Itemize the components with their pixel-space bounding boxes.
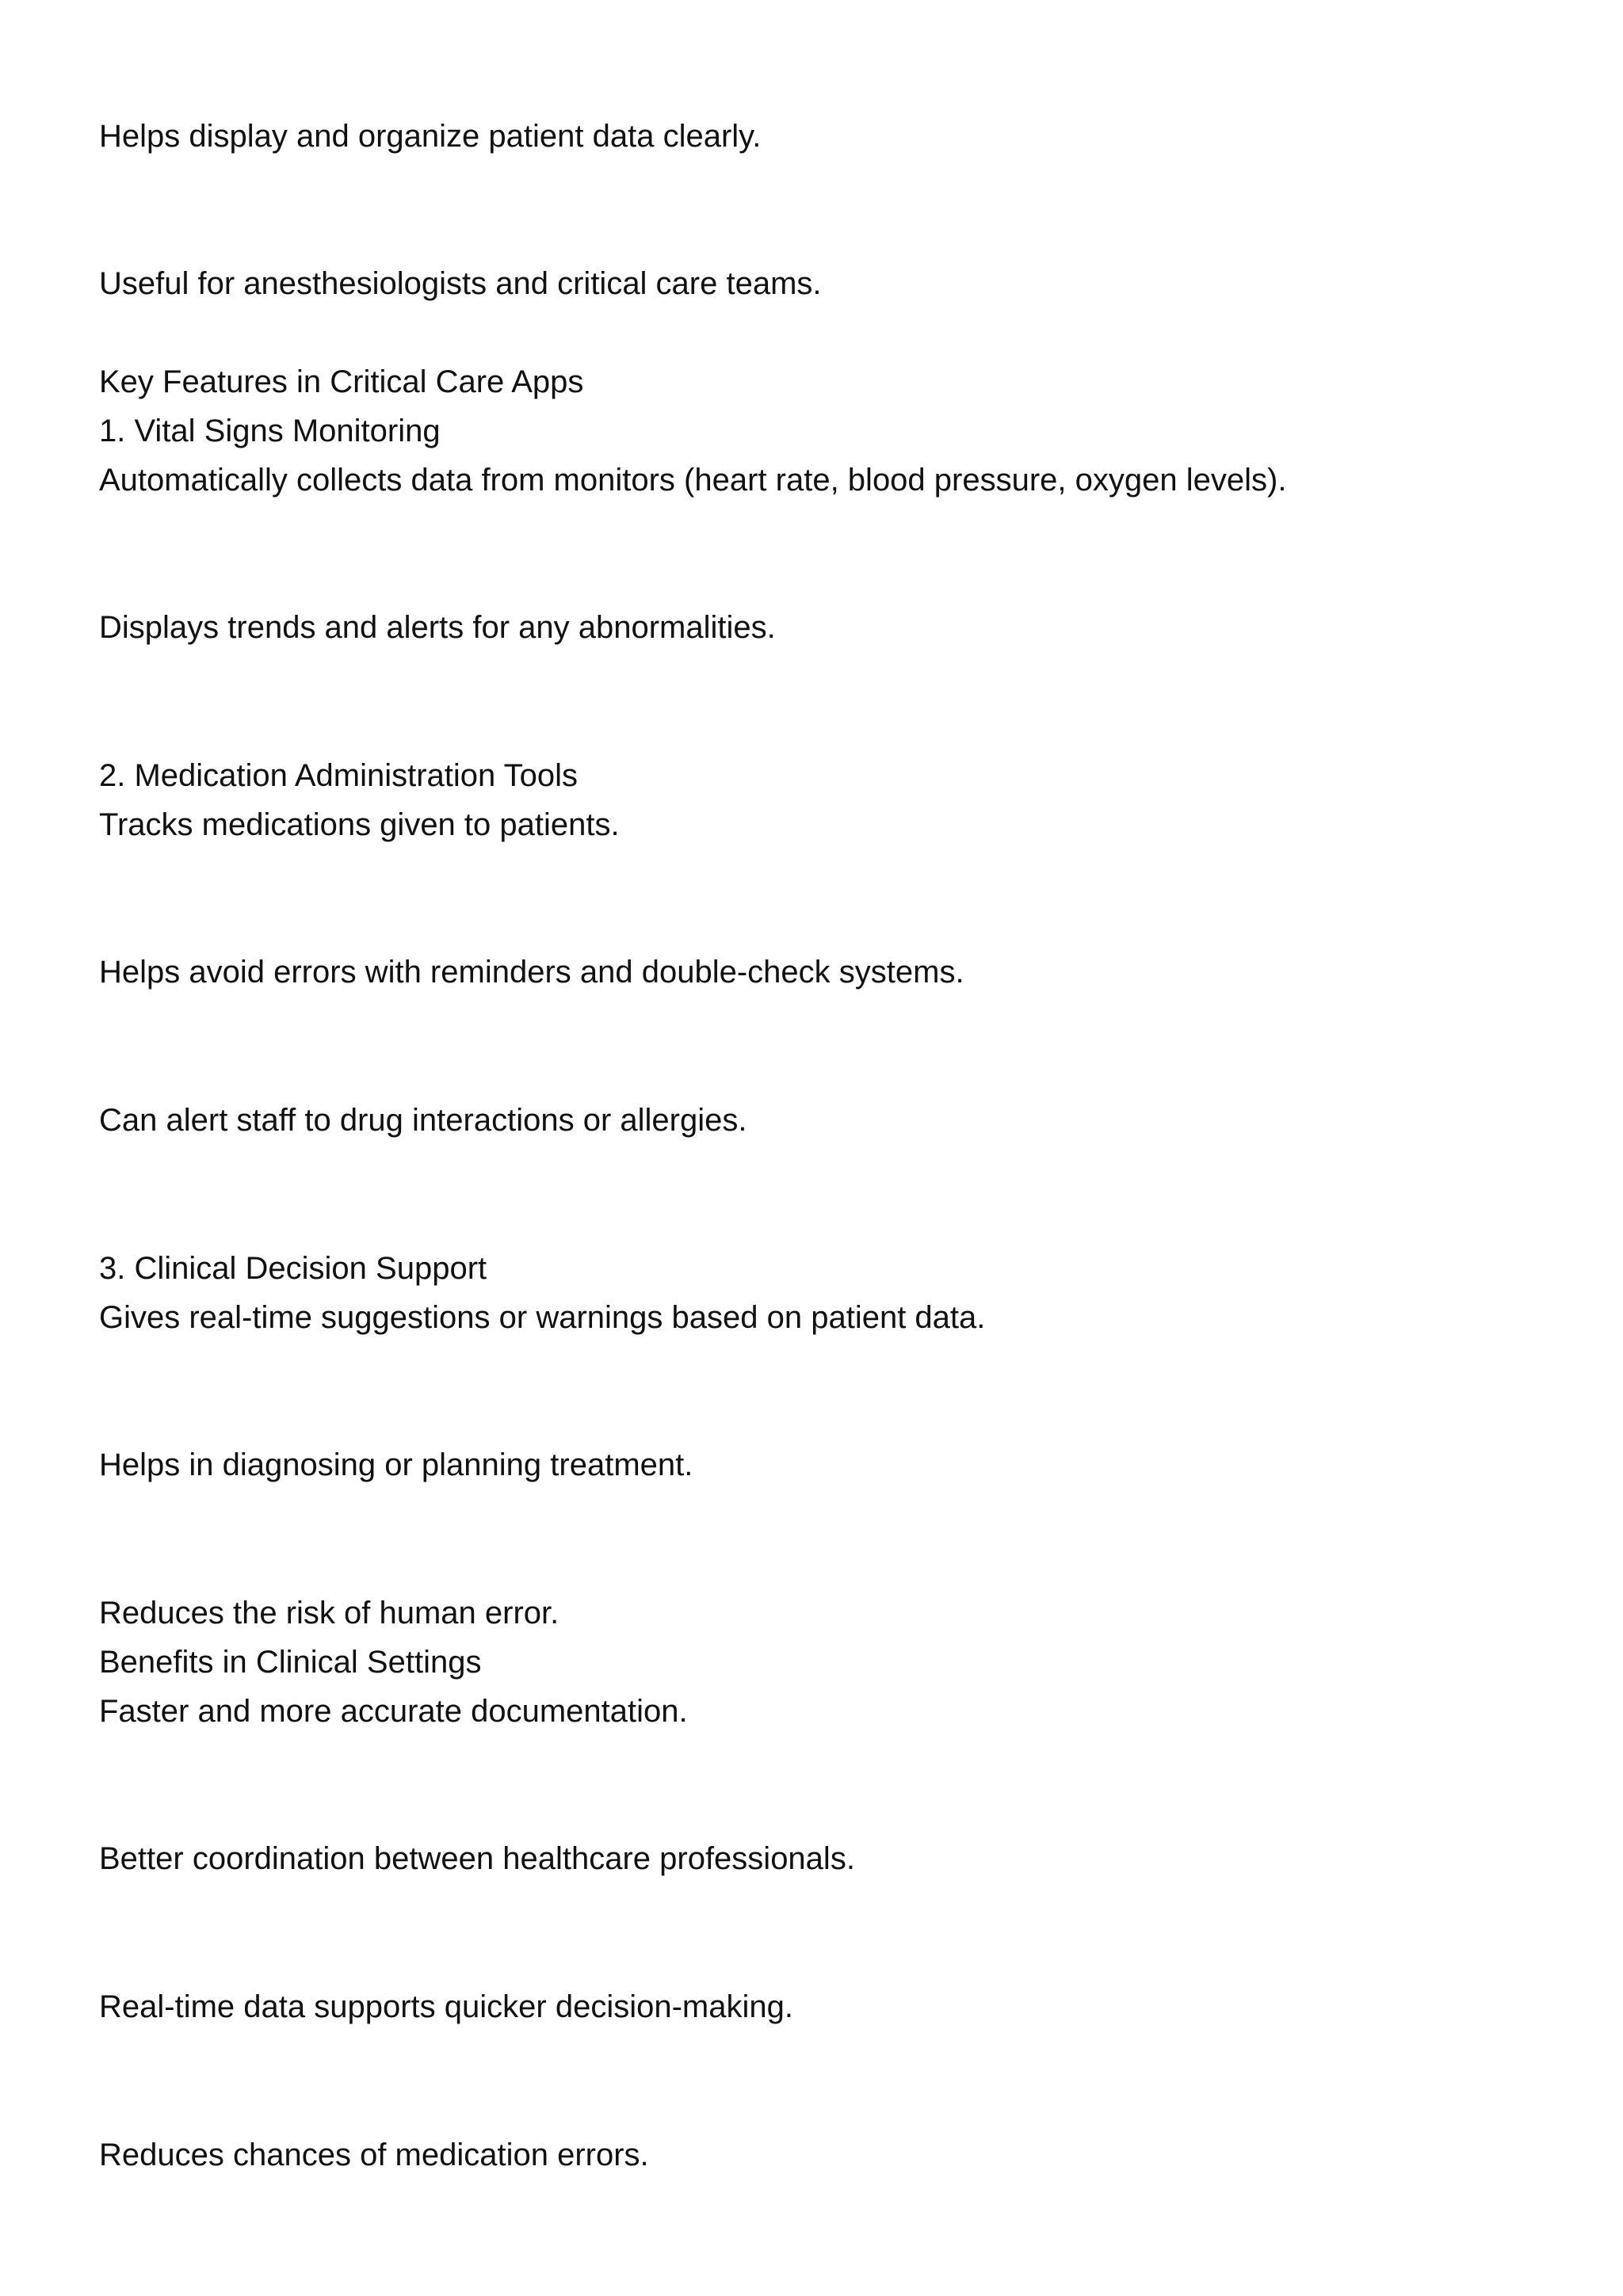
- paragraph-useful-for: Useful for anesthesiologists and critical care teams.: [99, 266, 822, 301]
- paragraph-decision-suggestions: Gives real-time suggestions or warnings based on patient data.: [99, 1300, 986, 1335]
- paragraph-benefits-coordination: Better coordination between healthcare professionals.: [99, 1841, 855, 1876]
- section-heading-benefits: Benefits in Clinical Settings: [99, 1645, 482, 1680]
- paragraph-medication-errors: Helps avoid errors with reminders and double-check systems.: [99, 955, 964, 990]
- subheading-vital-signs: 1. Vital Signs Monitoring: [99, 414, 441, 448]
- paragraph-benefits-documentation: Faster and more accurate documentation.: [99, 1694, 688, 1729]
- section-heading-key-features: Key Features in Critical Care Apps: [99, 364, 584, 399]
- paragraph-benefits-medication: Reduces chances of medication errors.: [99, 2138, 649, 2172]
- paragraph-decision-risk: Reduces the risk of human error.: [99, 1596, 559, 1630]
- paragraph-medication-alerts: Can alert staff to drug interactions or allergies.: [99, 1103, 747, 1138]
- subheading-decision-support: 3. Clinical Decision Support: [99, 1251, 487, 1286]
- subheading-medication-tools: 2. Medication Administration Tools: [99, 758, 579, 793]
- paragraph-vital-signs-collects: Automatically collects data from monitors (heart rate, blood pressure, oxygen levels).: [99, 463, 1287, 498]
- paragraph-medication-tracks: Tracks medications given to patients.: [99, 807, 620, 842]
- paragraph-vital-signs-trends: Displays trends and alerts for any abnormalities.: [99, 610, 776, 645]
- paragraph-benefits-real-time: Real-time data supports quicker decision-making.: [99, 1989, 793, 2024]
- paragraph-patient-data: Helps display and organize patient data clearly.: [99, 119, 762, 154]
- paragraph-decision-diagnosing: Helps in diagnosing or planning treatment.: [99, 1447, 693, 1482]
